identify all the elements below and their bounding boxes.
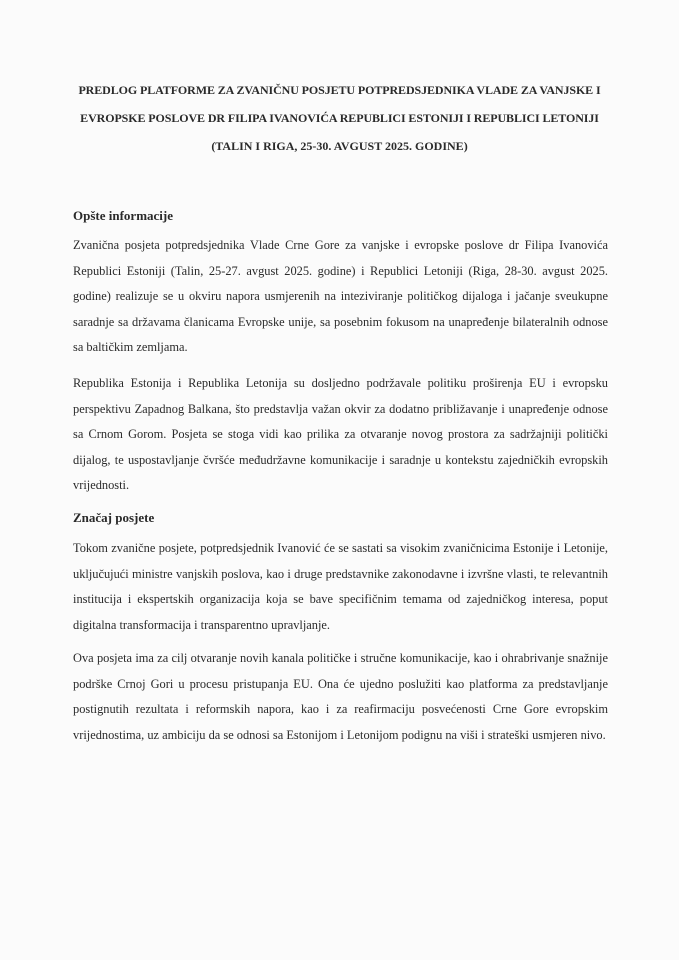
paragraph-significance-1: Tokom zvanične posjete, potpredsjednik Ivanović će se sastati sa visokim zvaničnicima Estonije i Letonije, uključujući ministre vanjskih poslova, kao i druge predstavnike zakonodavne i izvršne vlasti, te relevantnih institucija i ekspertskih organizacija koja se bave specifičnim temama od zajedničkog interesa, poput digitalna transformacija i transparentno upravljanje. xyxy=(73,541,608,632)
document-subtitle: (TALIN I RIGA, 25-30. AVGUST 2025. GODINE) xyxy=(211,139,468,153)
document-title xyxy=(60,76,619,132)
title-line-2: EVROPSKE POSLOVE DR FILIPA IVANOVIĆA REPUBLICI ESTONIJI I REPUBLICI LETONIJI xyxy=(80,111,599,125)
section-heading-significance: Značaj posjete xyxy=(73,510,155,525)
paragraph-general-2: Republika Estonija i Republika Letonija su dosljedno podržavale politiku proširenja EU i evropsku perspektivu Zapadnog Balkana, što predstavlja važan okvir za dodatno približavanje i unapređenje odnose sa Crnom Gorom. Posjeta se stoga vidi kao prilika za otvaranje novog prostora za sadržajniji politički dijalog, te uspostavljanje čvršće međudržavne komunikacije i saradnje u kontekstu zajedničkih evropskih vrijednosti. xyxy=(73,376,608,492)
section-heading-general: Opšte informacije xyxy=(73,208,174,223)
paragraph-significance-2: Ova posjeta ima za cilj otvaranje novih kanala političke i stručne komunikacije, kao i ohrabrivanje snažnije podrške Crnoj Gori u procesu pristupanja EU. Ona će ujedno poslužiti kao platforma za predstavljanje postignutih rezultata i reformskih napora, kao i za reafirmaciju posvećenosti Crne Gore evropskim vrijednostima, uz ambiciju da se odnosi sa Estonijom i Letonijom podignu na viši i strateški usmjeren nivo. xyxy=(73,651,608,742)
paragraph-general-1: Zvanična posjeta potpredsjednika Vlade Crne Gore za vanjske i evropske poslove dr Filipa Ivanovića Republici Estoniji (Talin, 25-27. avgust 2025. godine) i Republici Letoniji (Riga, 28-30. avgust 2025. godine) realizuje se u okviru napora usmjerenih na inteziviranje političkog dijaloga i jačanje sveukupne saradnje sa državama članicama Evropske unije, sa posebnim fokusom na unapređenje bilateralnih odnose sa baltičkim zemljama. xyxy=(73,238,608,354)
title-line-1: PREDLOG PLATFORME ZA ZVANIČNU POSJETU POTPREDSJEDNIKA VLADE ZA VANJSKE I xyxy=(78,83,601,97)
